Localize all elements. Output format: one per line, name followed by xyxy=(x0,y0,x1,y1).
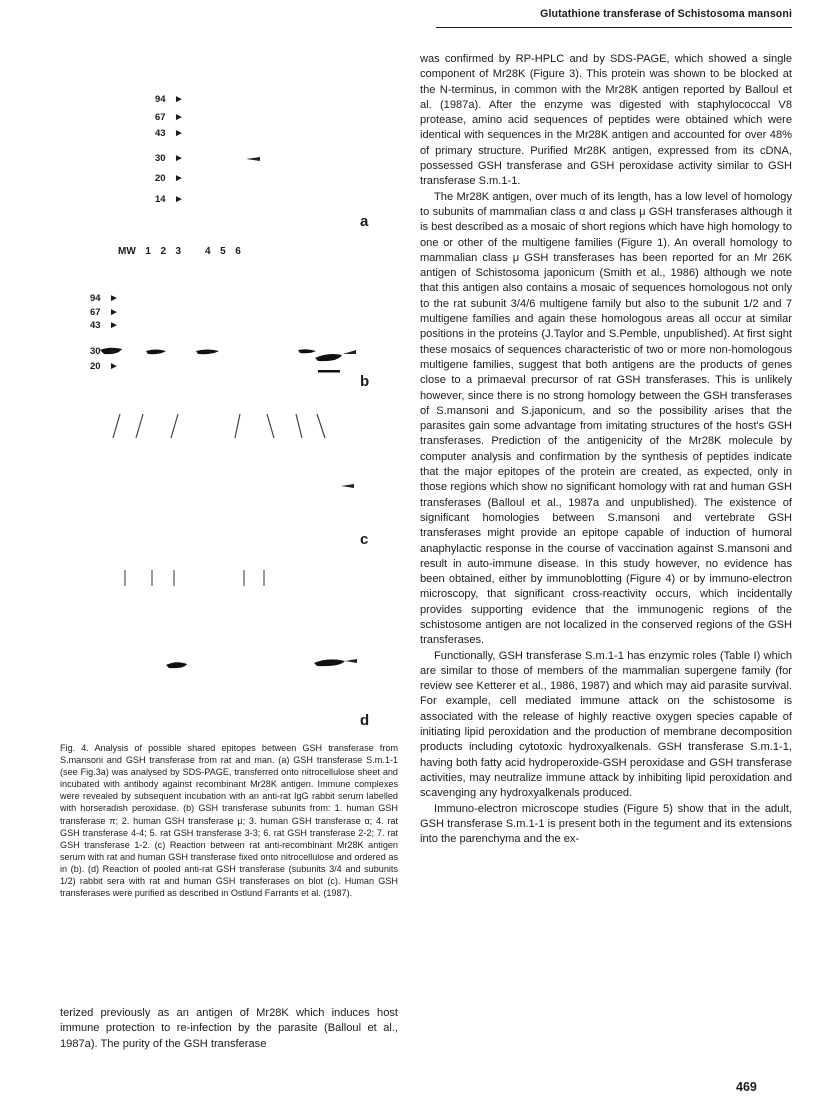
panel-d-label: d xyxy=(360,712,370,729)
panel-b-band-4 xyxy=(298,349,316,353)
panel-b-band-5 xyxy=(315,354,342,361)
panel-c-arrow-mark xyxy=(341,484,354,488)
paragraph: The Mr28K antigen, over much of its length, has a low level of homology to subunits of mammalian class α and class μ GSH transferases although it is best described as a mosaic of short regions which have high homology to one or other of the multigene families (Figure 1). An overall homology to mammalian class μ GSH transferases has been reported for an Mr 26K antigen of Schistosoma japonicum (Smith et al., 1986) although we note that this antigen also contains a mosaic of sequences homologous not only to the rat subunit 3/4/6 multigene family but also to the subunit 1/2 and 7 multigene families and again these homologous areas all occur at similar positions in the proteins (J.Taylor and S.Pemble, unpublished). At first sight these mosaics of sequences characteristic of two or more non-homologous multigene families, suggest that both antigens are the products of genes close to a primaeval precursor of rat GSH transferases. This is unlikely however, since there is no strong homology between the GSH transferases of S.mansoni and S.japonicum, and so the possibility arises that the parasites gain some advantage from imitating structures of the host's GSH transferases. Prediction of the antigenicity of the Mr28K molecule by computer analysis and confirmation by the synthesis of peptides indicate that the major epitopes of the protein are created, as expected, only in those regions which show no significant homology with rat and human GSH transferases (Balloul et al., 1987a and unpublished). The existence of significant homologies between S.mansoni and vertebrate GSH transferases might provide an epitope capable of induction of humoral anaphylactic response in the course of vaccination against S.mansoni and result in auto-immune disease. In this study however, no evidence has been obtained, either by immunoblotting (Figure 4) or by immuno-electron microscopy, that significant cross-reactivity occurs, which incidentally provides supporting evidence that the immunogenic regions of the schistosome antigen are not localized in the conserved regions of the GSH transferases. xyxy=(420,190,792,647)
marker-a-30: 30 xyxy=(155,153,166,164)
panel-d-band-1 xyxy=(166,662,187,668)
marker-a-67: 67 xyxy=(155,112,166,123)
marker-a-14: 14 xyxy=(155,194,166,205)
arrow-icon: ► xyxy=(174,153,184,164)
panel-c-label: c xyxy=(360,531,369,548)
panel-a-label: a xyxy=(360,213,369,230)
figure-caption-text: Fig. 4. Analysis of possible shared epitopes between GSH transferase from S.mansoni and GSH transferase from rat and man. (a) GSH transferase S.m.1-1 (see Fig.3a) was analysed by SDS-PAGE, transferred onto nitrocellulose sheet and incubated with antibody against recombinant Mr28K antigen. Immune complexes were revealed by subsequent incubation with an anti-rat IgG rabbit serum labelled with horseradish peroxidase. (b) GSH transferase subunits from: 1. human GSH transferase π; 2. human GSH transferase μ; 3. human GSH transferase α; 4. rat GSH transferase 4-4; 5. rat GSH transferase 3-3; 6. rat GSH transferase 2-2; 7. rat GSH transferase 1-2. (c) Reaction between rat anti-recombinant Mr28K antigen serum with rat and human GSH transferase fixed onto nitrocellulose and ordered as in (b). (d) Reaction of pooled anti-rat GSH transferase (subunits 3/4 and subunits 1/2) rabbit sera with rat and human GSH transferases on blot (c). Human GSH transferases were purified as described in Ostlund Farrants et al. (1987). xyxy=(60,743,398,899)
marker-b-30: 30 xyxy=(90,346,101,357)
figure-caption xyxy=(60,742,398,899)
panel-b-lane-labels: MW 1 2 3 4 5 6 xyxy=(118,246,241,257)
marker-a-94: 94 xyxy=(155,94,166,105)
marker-b-94: 94 xyxy=(90,293,101,304)
panel-b-lane-mark xyxy=(171,414,178,438)
running-head: Glutathione transferase of Schistosoma mansoni xyxy=(540,8,792,20)
panel-b-lane-mark xyxy=(267,414,274,438)
header-rule xyxy=(436,27,792,28)
panel-b-label: b xyxy=(360,373,370,390)
panel-b-lane-mark xyxy=(296,414,302,438)
arrow-icon: ► xyxy=(174,194,184,205)
arrow-icon: ► xyxy=(109,293,119,304)
figure-4 xyxy=(60,40,410,740)
arrow-icon: ► xyxy=(109,307,119,318)
arrow-icon: ► xyxy=(174,94,184,105)
panel-b-lane-mark xyxy=(317,414,325,438)
arrow-icon: ► xyxy=(109,346,119,357)
panel-b-lane-mark xyxy=(136,414,143,438)
page-number: 469 xyxy=(736,1080,757,1094)
panel-b-lane-mark xyxy=(235,414,240,438)
left-column-paragraph: terized previously as an antigen of Mr28K which induces host immune protection to re-infection by the parasite (Balloul et al., 1987a). The purity of the GSH transferase xyxy=(60,1007,398,1050)
panel-d-arrow-mark xyxy=(345,659,357,663)
arrow-icon: ► xyxy=(174,173,184,184)
arrow-icon: ► xyxy=(174,112,184,123)
blot-marks xyxy=(60,40,410,740)
marker-b-43: 43 xyxy=(90,320,101,331)
marker-a-20: 20 xyxy=(155,173,166,184)
marker-a-43: 43 xyxy=(155,128,166,139)
panel-a-arrow-mark xyxy=(246,157,260,161)
panel-b-band-2 xyxy=(146,350,166,355)
arrow-icon: ► xyxy=(109,361,119,372)
paragraph: was confirmed by RP-HPLC and by SDS-PAGE, which showed a single component of Mr28K (Figure 3). This protein was shown to be blocked at the N-terminus, in common with the Mr28K antigen reported by Balloul et al. (1987a). After the enzyme was digested with staphylococcal V8 protease, amino acid sequences of peptides were obtained which were identical with sequences in the Mr28K antigen and accounted for over 48% of primary structure. Purified Mr28K antigen, expressed from its cDNA, possessed GSH transferase and GSH peroxidase activity similar to GSH transferase S.m.1-1. xyxy=(420,53,792,188)
panel-d-band-2 xyxy=(314,659,345,666)
arrow-icon: ► xyxy=(109,320,119,331)
panel-b-lane-mark xyxy=(113,414,120,438)
panel-b-band-3 xyxy=(196,350,219,355)
paragraph: Immuno-electron microscope studies (Figure 5) show that in the adult, GSH transferase S.m.1-1 is present both in the tegument and its extensions into the parenchyma and the ex- xyxy=(420,802,792,846)
marker-b-20: 20 xyxy=(90,361,101,372)
marker-b-67: 67 xyxy=(90,307,101,318)
arrow-icon: ► xyxy=(174,128,184,139)
panel-b-arrow-mark xyxy=(343,350,356,354)
panel-b-band-6 xyxy=(318,370,340,373)
right-column xyxy=(420,52,792,847)
paragraph: Functionally, GSH transferase S.m.1-1 has enzymic roles (Table I) which are similar to those of members of the mammalian supergene family (for review see Ketterer et al., 1986, 1987) and which may aid parasite survival. For example, cell mediated immune attack on the schistosome is associated with the release of highly reactive oxygen species capable of initiating lipid peroxidation and the production of membrane decomposition products including cytotoxic hydroxyalkenals. GSH transferase S.m.1-1, having both fatty acid hydroperoxide-GSH peroxidase and GSH transferase activities, may neutralize immune attack by inhibiting lipid peroxidation and scavenging any hydroxyalkenals produced. xyxy=(420,649,792,800)
